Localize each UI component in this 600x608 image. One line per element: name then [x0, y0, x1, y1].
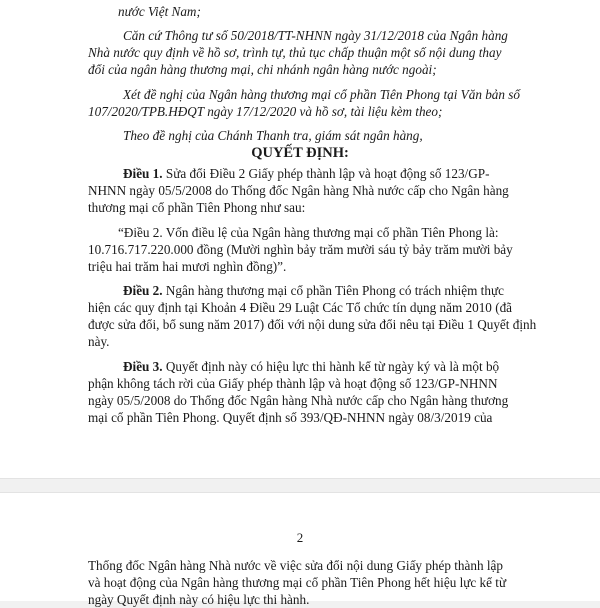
article-1-line: 10.716.717.220.000 đồng (Mười nghìn bảy trăm mười sáu tỷ bảy trăm mười bảy [88, 242, 513, 257]
article-1-first-line [123, 165, 489, 182]
preamble-line: Theo đề nghị của Chánh Thanh tra, giám sát ngân hàng, [123, 128, 423, 143]
article-2-text: Ngân hàng thương mại cổ phần Tiên Phong có trách nhiệm thực [162, 283, 504, 298]
page-2-line: ngày Quyết định này có hiệu lực thi hành. [88, 592, 310, 607]
article-1-line: thương mại cổ phần Tiên Phong như sau: [88, 200, 306, 215]
page-2-line: và hoạt động của Ngân hàng thương mại cổ phần Tiên Phong hết hiệu lực kể từ [88, 575, 507, 590]
decision-heading: QUYẾT ĐỊNH: [251, 145, 349, 161]
article-1-line: NHNN ngày 05/5/2008 do Thống đốc Ngân hàng Nhà nước cấp cho Ngân hàng [88, 183, 509, 198]
article-2-line: hiện các quy định tại Khoản 4 Điều 29 Luật Các Tổ chức tín dụng năm 2010 (đã [88, 300, 513, 315]
article-3-line: phận không tách rời của Giấy phép thành lập và hoạt động số 123/GP-NHNN [88, 376, 498, 391]
article-3-text: Quyết định này có hiệu lực thi hành kể từ ngày ký và là một bộ [162, 359, 500, 374]
preamble-line: nước Việt Nam; [118, 4, 201, 19]
article-3-label: Điều 3. [123, 359, 163, 374]
document-page-2 [0, 492, 600, 607]
article-2-label: Điều 2. [123, 283, 163, 298]
article-1-line: “Điều 2. Vốn điều lệ của Ngân hàng thương mại cổ phần Tiên Phong là: [118, 225, 499, 240]
article-1-text: Sửa đổi Điều 2 Giấy phép thành lập và hoạt động số 123/GP- [162, 166, 490, 181]
article-1-label: Điều 1. [123, 166, 163, 181]
preamble-line: đổi của ngân hàng thương mại, chi nhánh ngân hàng nước ngoài; [88, 62, 437, 77]
page-2-line: Thống đốc Ngân hàng Nhà nước về việc sửa đổi nội dung Giấy phép thành lập [88, 558, 503, 573]
article-2-first-line [123, 282, 504, 299]
preamble-line: Căn cứ Thông tư số 50/2018/TT-NHNN ngày 31/12/2018 của Ngân hàng [123, 28, 508, 43]
article-3-line: ngày 05/5/2008 do Thống đốc Ngân hàng Nhà nước cấp cho Ngân hàng thương [88, 393, 509, 408]
article-3-line: mại cổ phần Tiên Phong. Quyết định số 393/QĐ-NHNN ngày 08/3/2019 của [88, 410, 493, 425]
page-number: 2 [296, 530, 304, 545]
preamble-line: Xét đề nghị của Ngân hàng thương mại cổ phần Tiên Phong tại Văn bản số [123, 87, 521, 102]
article-2-line: này. [88, 334, 110, 349]
preamble-line: 107/2020/TPB.HĐQT ngày 17/12/2020 và hồ sơ, tài liệu kèm theo; [88, 104, 443, 119]
article-2-line: được sửa đổi, bổ sung năm 2017) đối với nội dung sửa đổi nêu tại Điều 1 Quyết định [88, 317, 537, 332]
article-1-line: triệu hai trăm hai mươi nghìn đồng)”. [88, 259, 287, 274]
article-3-first-line [123, 358, 499, 375]
preamble-line: Nhà nước quy định về hồ sơ, trình tự, thủ tục chấp thuận một số nội dung thay [88, 45, 502, 60]
